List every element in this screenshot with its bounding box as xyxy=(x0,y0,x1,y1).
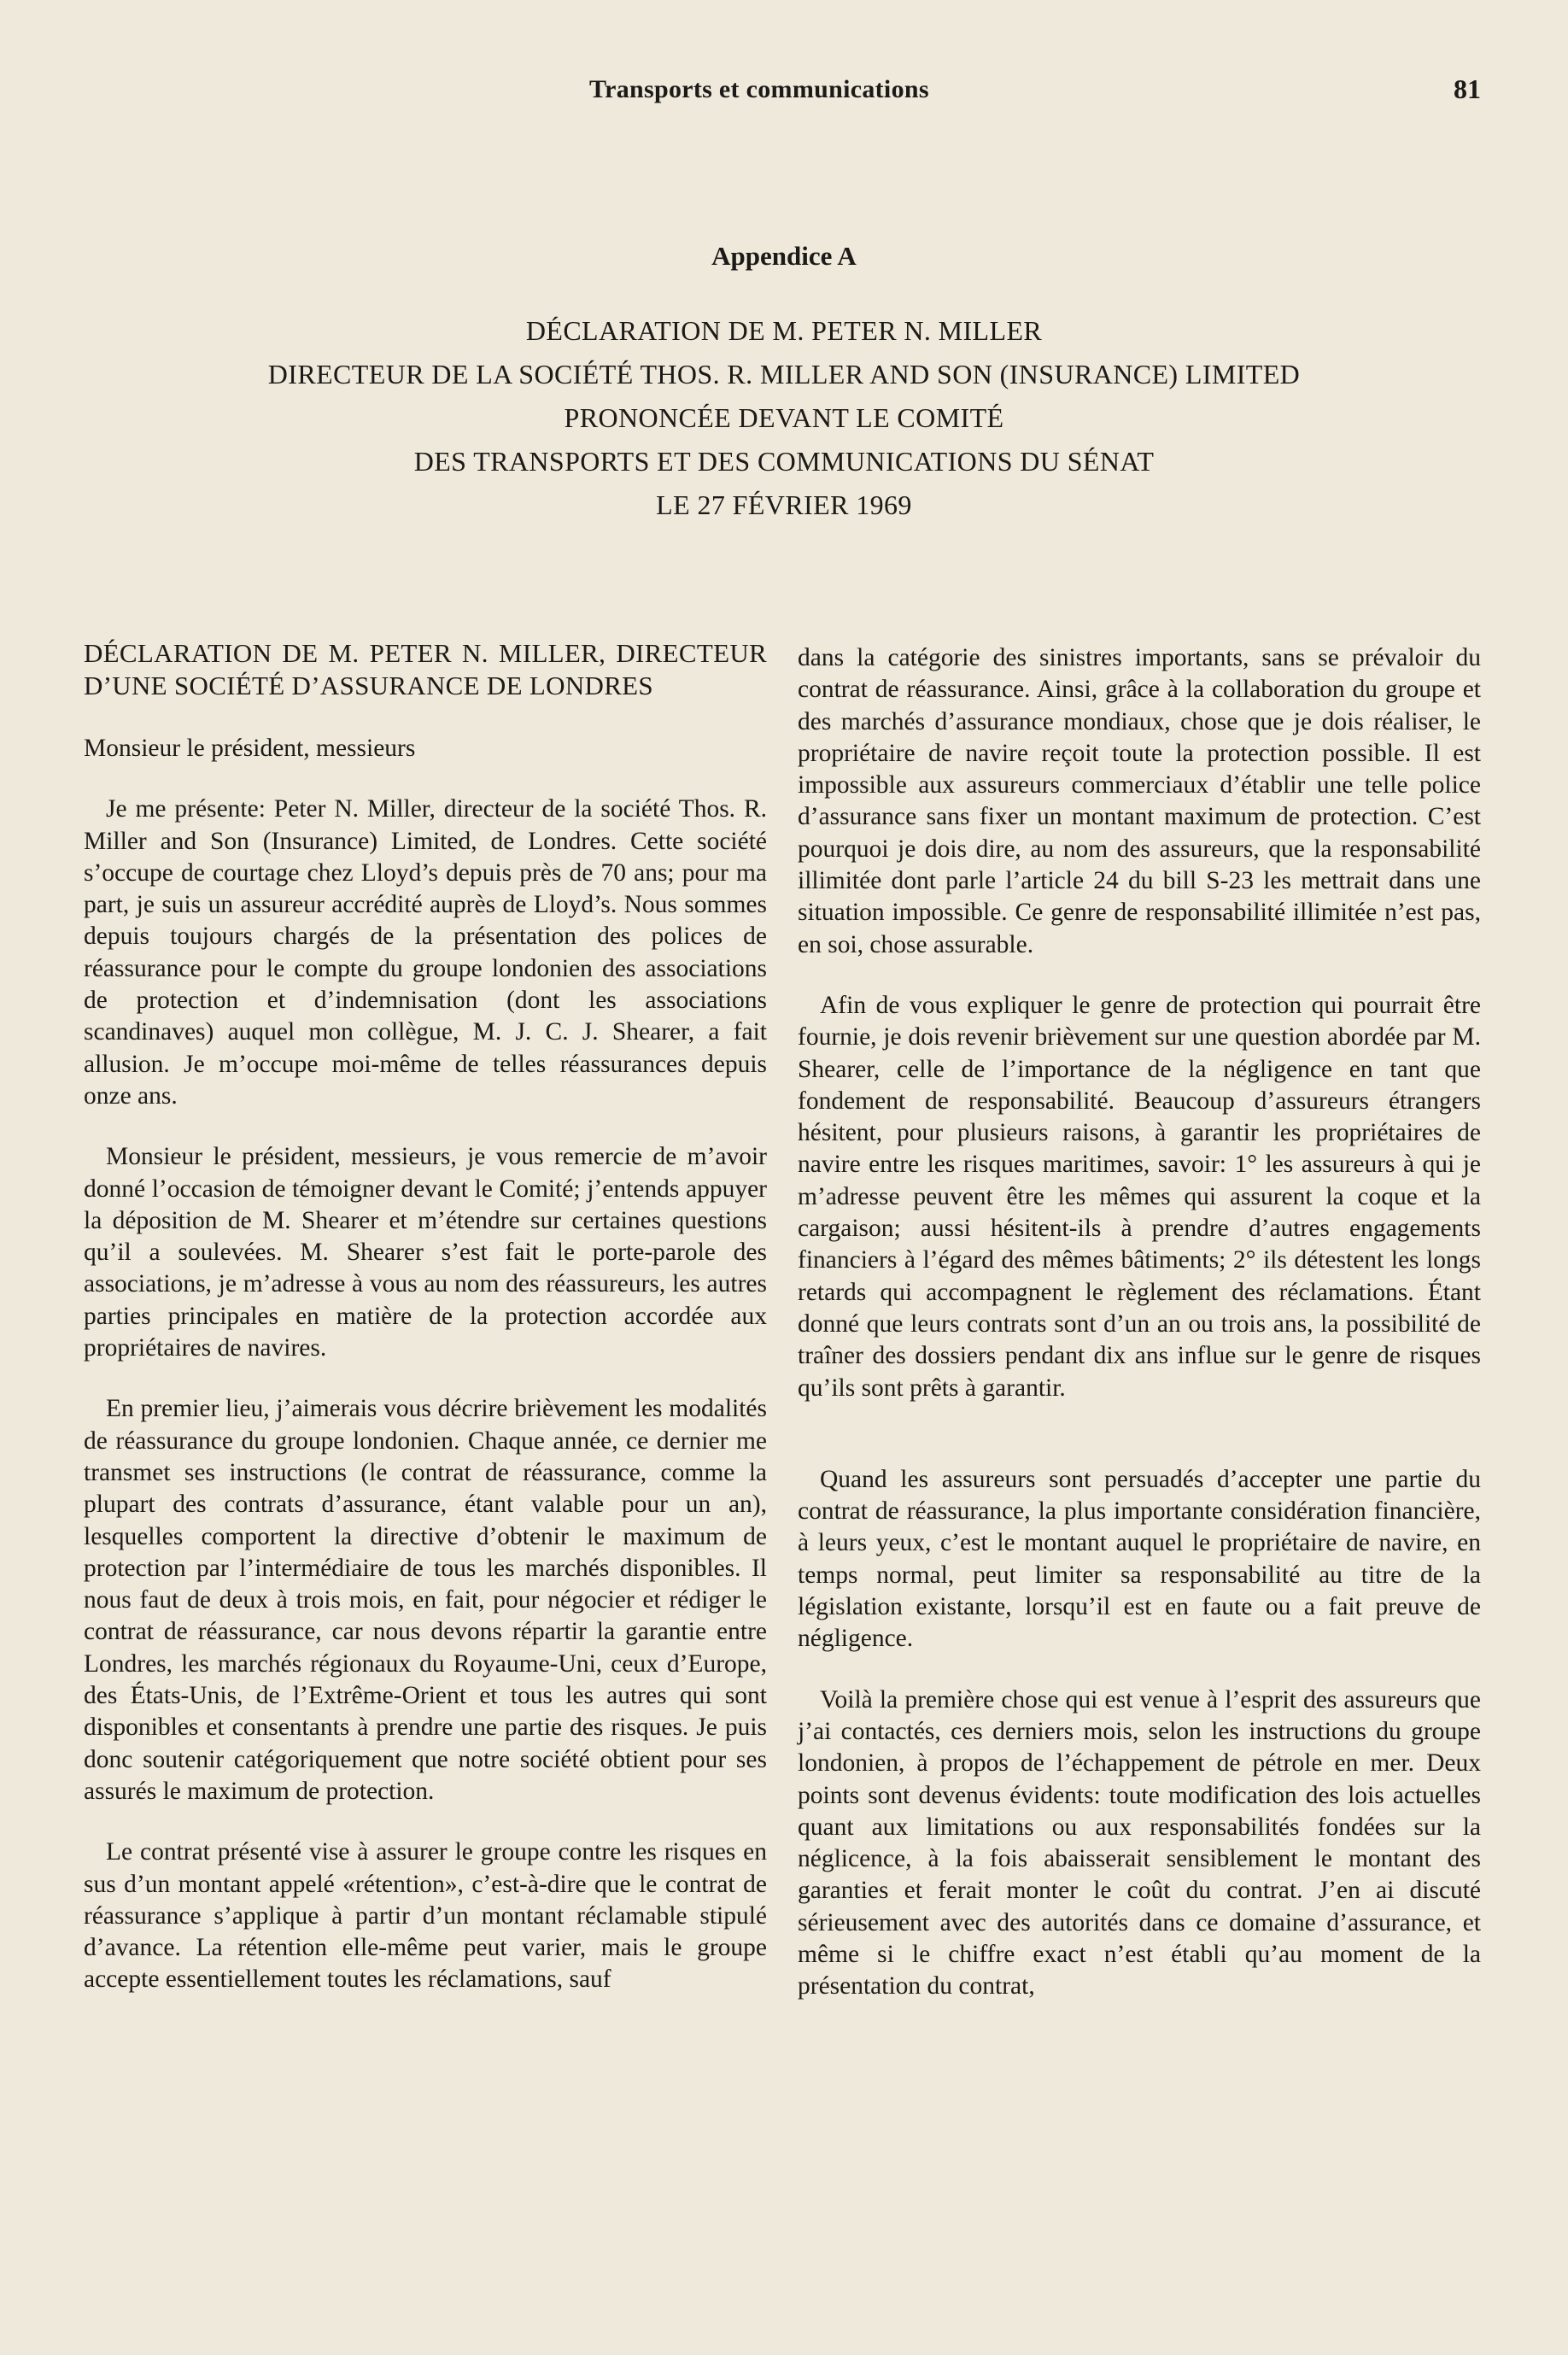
left-column xyxy=(84,637,767,2025)
appendix-label: Appendice A xyxy=(711,241,857,271)
title-line: DÉCLARATION DE M. PETER N. MILLER xyxy=(525,315,1043,346)
section-heading: DÉCLARATION DE M. PETER N. MILLER, DIRECTEUR D’UNE SOCIÉTÉ D’ASSURANCE DE LONDRES xyxy=(84,638,767,700)
paragraph: Monsieur le président, messieurs, je vous remercie de m’avoir donné l’occasion de témoigner devant le Comité; j’entends appuyer la déposition de M. Shearer et m’étendre sur certaines questions qu’il a soulevées. M. Shearer s’est fait le porte-parole des associations, je m’adresse à vous au nom des réassureurs, les autres parties principales en matière de la protection accordée aux propriétaires de navires. xyxy=(84,1143,767,1362)
paragraph: dans la catégorie des sinistres importants, sans se prévaloir du contrat de réassurance. Ainsi, grâce à la collaboration du groupe et des marchés d’assurance mondiaux, chose que je dois réaliser, le propriétaire de navire reçoit toute la protection possible. Il est impossible aux assureurs commerciaux d’établir une telle police d’assurance sans fixer un montant maximum de protection. C’est pourquoi je dois dire, au nom des assureurs, que la responsabilité illimitée dont parle l’article 24 du bill S-23 les mettrait dans une situation impossible. Ce genre de responsabilité illimitée n’est pas, en soi, chose assurable. xyxy=(798,644,1481,958)
paragraph: Afin de vous expliquer le genre de protection qui pourrait être fournie, je dois revenir brièvement sur une question abordée par M. Shearer, celle de l’importance de la négligence en tant que fondement de responsabilité. Beaucoup d’assureurs étrangers hésitent, pour plusieurs raisons, à garantir les propriétaires de navire entre les risques maritimes, savoir: 1° les assureurs à qui je m’adresse peuvent être les mêmes qui assurent la coque et la cargaison; aussi hésitent-ils à prendre d’autres engagements financiers à l’égard des mêmes bâtiments; 2° ils détestent les longs retards qui accompagnent le règlement des réclamations. Étant donné que leurs contrats sont d’un an ou trois ans, la possibilité de traîner des dossiers pendant dix ans influe sur le genre de risques qu’ils sont prêts à garantir. xyxy=(798,991,1481,1402)
paragraph: En premier lieu, j’aimerais vous décrire brièvement les modalités de réassurance du groupe londonien. Chaque année, ce dernier me transmet ses instructions (le contrat de réassurance, comme la plupart des contrats d’assurance, étant valable pour un an), lesquelles comportent la directive d’obtenir le maximum de protection par l’intermédiaire de tous les marchés disponibles. Il nous faut de deux à trois mois, en fait, pour négocier et rédiger le contrat de réassurance, car nous devons répartir la garantie entre Londres, les marchés régionaux du Royaume-Uni, ceux d’Europe, des États-Unis, de l’Extrême-Orient et tous les autres qui sont disponibles et consentants à prendre une partie des risques. Je puis donc soutenir catégoriquement que notre société obtient pour ses assurés le maximum de protection. xyxy=(84,1395,767,1805)
page-number: 81 xyxy=(1454,73,1481,104)
title-line: LE 27 FÉVRIER 1969 xyxy=(656,489,912,520)
paragraph: Le contrat présenté vise à assurer le groupe contre les risques en sus d’un montant appelé «rétention», c’est-à-dire que le contrat de réassurance s’applique à partir d’un montant réclamable stipulé d’avance. La rétention elle-même peut varier, mais le groupe accepte essentiellement toutes les réclamations, sauf xyxy=(84,1838,767,1994)
title-line: DIRECTEUR DE LA SOCIÉTÉ THOS. R. MILLER AND SON (INSURANCE) LIMITED xyxy=(267,359,1301,390)
paragraph: Voilà la première chose qui est venue à l’esprit des assureurs que j’ai contactés, ces derniers mois, selon les instructions du groupe londonien, à propos de l’échappement de pétrole en mer. Deux points sont devenus évidents: toute modification des lois actuelles quant aux limitations ou aux responsabilités fondées sur la néglicence, à la fois abaisserait sensiblement le montant des garanties et ferait monter le coût du contrat. J’en ai discuté sérieusement avec des autorités dans ce domaine d’assurance, et même si le chiffre exact n’est établi qu’au moment de la présentation du contrat, xyxy=(798,1685,1481,2001)
right-column xyxy=(798,642,1481,2032)
document-title xyxy=(0,309,1568,527)
running-header: Transports et communications xyxy=(589,75,929,103)
salutation: Monsieur le président, messieurs xyxy=(84,735,416,762)
paragraph: Je me présente: Peter N. Miller, directeur de la société Thos. R. Miller and Son (Insurance) Limited, de Londres. Cette société s’occupe de courtage chez Lloyd’s depuis près de 70 ans; pour ma part, je suis un assureur accrédité auprès de Lloyd’s. Nous sommes depuis toujours chargés de la présentation des polices de réassurance pour le compte du groupe londonien des associations de protection et d’indemnisation (dont les associations scandinaves) auquel mon collègue, M. J. C. J. Shearer, a fait allusion. Je m’occupe moi-même de telles réassurances depuis onze ans. xyxy=(84,795,767,1110)
title-line: DES TRANSPORTS ET DES COMMUNICATIONS DU SÉNAT xyxy=(413,446,1155,477)
paragraph: Quand les assureurs sont persuadés d’accepter une partie du contrat de réassurance, la plus importante considération financière, à leurs yeux, c’est le montant auquel le propriétaire de navire, en temps normal, peut limiter sa responsabilité au titre de la législation existante, lorsqu’il est en faute ou a fait preuve de négligence. xyxy=(798,1465,1481,1653)
title-line: PRONONCÉE DEVANT LE COMITÉ xyxy=(564,402,1004,433)
